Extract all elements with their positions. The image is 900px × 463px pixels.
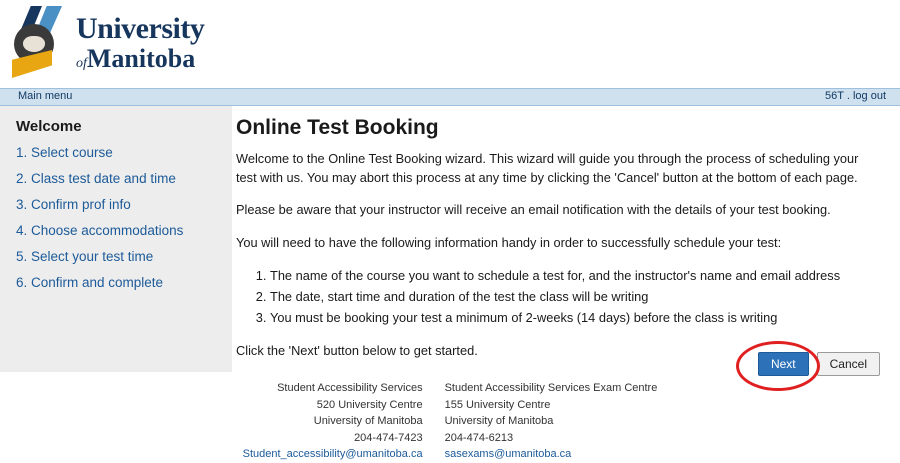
site-logo[interactable] (10, 6, 204, 80)
site-header (0, 0, 900, 88)
page-title: Online Test Booking (236, 116, 439, 139)
footer-line: 520 University Centre (316, 398, 423, 411)
sidebar-item-confirm-prof-info[interactable]: 3. Confirm prof info (16, 197, 131, 212)
logo-wordmark (76, 14, 204, 72)
footer-line: Student Accessibility Services (277, 382, 423, 394)
menu-separator: . (846, 90, 850, 102)
footer-column-exam-centre (445, 380, 658, 463)
logout-link[interactable]: log out (852, 90, 886, 102)
logo-of: of (76, 56, 87, 71)
footer-email-link[interactable]: sasexams@umanitoba.ca (444, 448, 572, 460)
content-area (0, 106, 900, 372)
logo-manitoba: Manitoba (86, 44, 196, 73)
footer-line: University of Manitoba (313, 415, 423, 427)
sidebar-item-select-your-test-time[interactable]: 5. Select your test time (16, 249, 154, 264)
next-button-wrapper (758, 352, 817, 376)
footer-line: Student Accessibility Services Exam Centre (444, 382, 658, 394)
sidebar-item-select-course[interactable]: 1. Select course (16, 145, 113, 160)
closing-paragraph: Click the 'Next' button below to get started. (236, 342, 478, 358)
university-of-manitoba-bison-logo-icon (10, 6, 66, 80)
sidebar-item-class-test-date-and-time[interactable]: 2. Class test date and time (16, 171, 176, 186)
main-panel (232, 106, 900, 372)
sidebar-item-confirm-and-complete[interactable]: 6. Confirm and complete (16, 275, 164, 290)
lead-in-paragraph: You will need to have the following information handy in order to successfully schedule your test: (236, 234, 782, 250)
footer-email-link[interactable]: Student_accessibility@umanitoba.ca (242, 448, 423, 460)
logo-line-2 (76, 46, 204, 72)
wizard-button-row (758, 352, 880, 376)
footer-line: University of Manitoba (444, 415, 554, 427)
sidebar-heading: Welcome (16, 118, 82, 135)
footer-line: 204-474-7423 (354, 431, 423, 444)
menu-bar (0, 88, 900, 106)
list-item: 3. You must be booking your test a minimum of 2-weeks (14 days) before the class is writing (270, 308, 876, 328)
cancel-button[interactable]: Cancel (817, 352, 880, 376)
requirements-list (236, 266, 876, 327)
footer-line: 155 University Centre (444, 398, 551, 411)
current-user-label: 56T (825, 90, 844, 102)
wizard-sidebar (0, 106, 232, 372)
footer-line: 204-474-6213 (444, 431, 514, 444)
site-footer (0, 380, 900, 463)
footer-column-accessibility-services (243, 380, 423, 463)
notice-paragraph: Please be aware that your instructor will receive an email notification with the details of your test booking. (236, 202, 831, 218)
main-menu-link[interactable]: Main menu (18, 90, 73, 102)
list-item: 1. The name of the course you want to schedule a test for, and the instructor's name and email address (270, 266, 876, 286)
sidebar-item-choose-accommodations[interactable]: 4. Choose accommodations (16, 223, 184, 238)
wizard-step-list (16, 145, 232, 290)
intro-paragraph: Welcome to the Online Test Booking wizard. This wizard will guide you through the process of scheduling your test with us. You may abort this process at any time by clicking the 'Cancel' button at the bottom of each page. (236, 151, 859, 185)
list-item: 2. The date, start time and duration of the test the class will be writing (270, 287, 876, 307)
logo-line-1: University (76, 12, 205, 45)
menu-bar-right (825, 90, 886, 102)
next-button[interactable]: Next (758, 352, 809, 376)
